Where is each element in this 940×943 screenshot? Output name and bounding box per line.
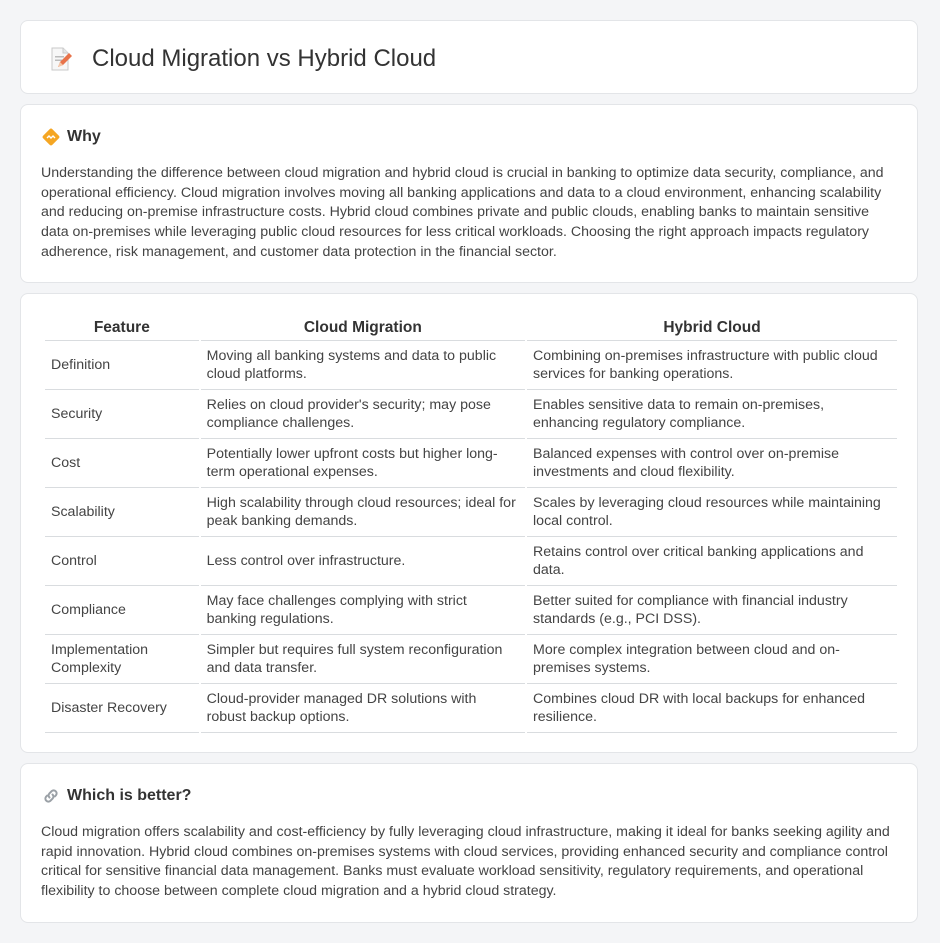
- link-icon: [41, 786, 61, 806]
- feature-cell: Control: [45, 537, 199, 586]
- cloud-migration-cell: Relies on cloud provider's security; may pose compliance challenges.: [201, 390, 525, 439]
- column-header-cloud-migration: Cloud Migration: [201, 316, 525, 341]
- table-header-row: [45, 316, 897, 341]
- which-title: Which is better?: [67, 787, 192, 804]
- hybrid-cloud-cell: Combines cloud DR with local backups for enhanced resilience.: [527, 684, 897, 733]
- cloud-migration-cell: Moving all banking systems and data to public cloud platforms.: [201, 341, 525, 390]
- document-pencil-icon: [47, 46, 73, 72]
- why-title: Why: [67, 128, 101, 145]
- feature-cell: Cost: [45, 439, 199, 488]
- feature-cell: Compliance: [45, 586, 199, 635]
- page-title: Cloud Migration vs Hybrid Cloud: [92, 45, 437, 72]
- cloud-migration-cell: Less control over infrastructure.: [201, 537, 525, 586]
- feature-cell: Disaster Recovery: [45, 684, 199, 733]
- table-row: [45, 684, 897, 733]
- why-text: Understanding the difference between cloud migration and hybrid cloud is crucial in banking to optimize data security, compliance, and operational efficiency. Cloud migration involves moving all banking applications and data to a cloud environment, enhancing scalability and reducing on-premise infrastructure costs. Hybrid cloud combines private and public clouds, enabling banks to maintain sensitive data on-premises while leveraging public cloud resources for less critical workloads. Choosing the right approach impacts regulatory adherence, risk management, and customer data protection in the financial sector.: [41, 165, 884, 260]
- cloud-migration-cell: High scalability through cloud resources; ideal for peak banking demands.: [201, 488, 525, 537]
- table-row: [45, 439, 897, 488]
- table-row: [45, 390, 897, 439]
- why-heading: [41, 127, 101, 147]
- diamond-sign-icon: [41, 127, 61, 147]
- table-row: [45, 341, 897, 390]
- table-row: [45, 488, 897, 537]
- hybrid-cloud-cell: Balanced expenses with control over on-premise investments and cloud flexibility.: [527, 439, 897, 488]
- cloud-migration-cell: May face challenges complying with strict banking regulations.: [201, 586, 525, 635]
- hybrid-cloud-cell: Combining on-premises infrastructure with public cloud services for banking operations.: [527, 341, 897, 390]
- hybrid-cloud-cell: Better suited for compliance with financial industry standards (e.g., PCI DSS).: [527, 586, 897, 635]
- feature-cell: Definition: [45, 341, 199, 390]
- table-row: [45, 586, 897, 635]
- cloud-migration-cell: Simpler but requires full system reconfiguration and data transfer.: [201, 635, 525, 684]
- hybrid-cloud-cell: Scales by leveraging cloud resources while maintaining local control.: [527, 488, 897, 537]
- hybrid-cloud-cell: Retains control over critical banking applications and data.: [527, 537, 897, 586]
- which-section: [20, 763, 918, 923]
- which-text: Cloud migration offers scalability and cost-efficiency by fully leveraging cloud infrastructure, making it ideal for banks seeking agility and rapid innovation. Hybrid cloud combines on-premises systems with cloud services, providing enhanced security and compliance control critical for sensitive financial data management. Banks must evaluate workload sensitivity, regulatory requirements, and operational flexibility to choose between complete cloud migration and a hybrid cloud strategy.: [41, 824, 890, 900]
- hybrid-cloud-cell: More complex integration between cloud and on-premises systems.: [527, 635, 897, 684]
- hybrid-cloud-cell: Enables sensitive data to remain on-premises, enhancing regulatory compliance.: [527, 390, 897, 439]
- table-row: [45, 537, 897, 586]
- which-heading: [41, 786, 191, 806]
- feature-cell: Implementation Complexity: [45, 635, 199, 684]
- table-row: [45, 635, 897, 684]
- cloud-migration-cell: Potentially lower upfront costs but higher long-term operational expenses.: [201, 439, 525, 488]
- column-header-hybrid-cloud: Hybrid Cloud: [527, 316, 897, 341]
- feature-cell: Scalability: [45, 488, 199, 537]
- cloud-migration-cell: Cloud-provider managed DR solutions with robust backup options.: [201, 684, 525, 733]
- column-header-feature: Feature: [45, 316, 199, 341]
- feature-cell: Security: [45, 390, 199, 439]
- why-section: [20, 104, 918, 283]
- comparison-table: [43, 316, 899, 733]
- title-card: [20, 20, 918, 94]
- comparison-card: [20, 293, 918, 753]
